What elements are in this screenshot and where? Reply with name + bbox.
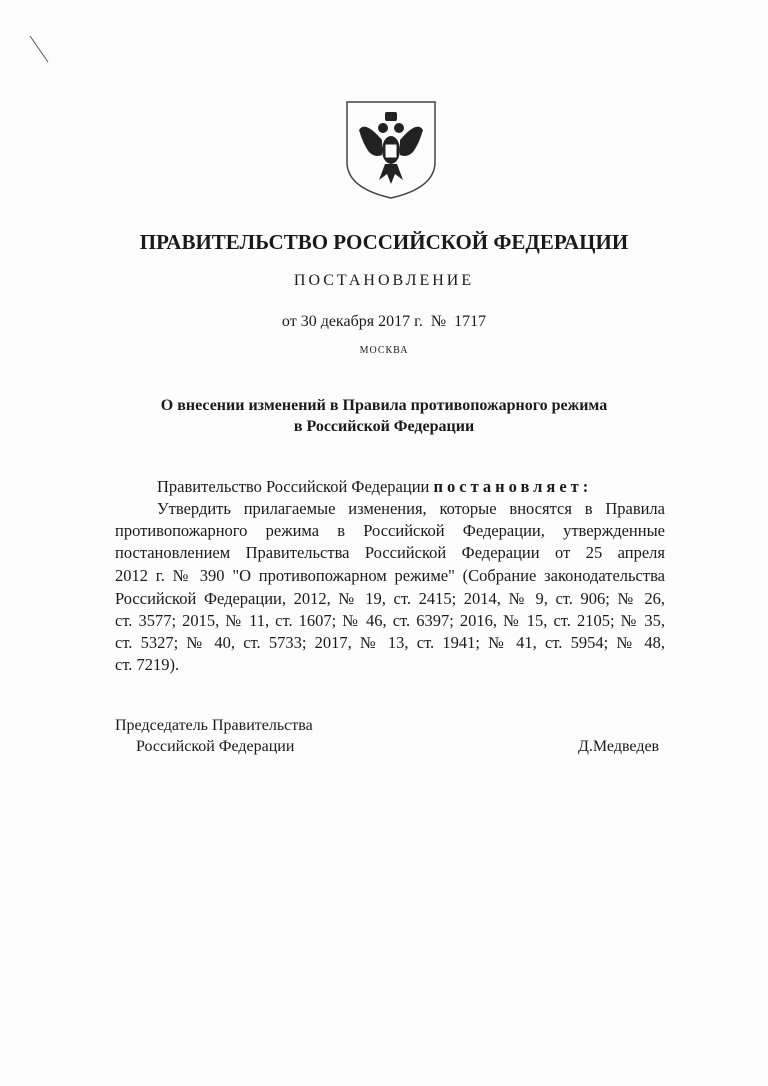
subject-line-1: О внесении изменений в Правила противопожарного режима [160, 397, 608, 414]
body-line: противопожарного режима в Российской Федерации, утвержденные [115, 521, 665, 540]
coat-of-arms-emblem [345, 100, 437, 200]
date-and-number: от 30 декабря 2017 г. № 1717 [281, 313, 487, 330]
resolves-text: постановляет: [433, 477, 593, 496]
body-line: ст. 7219). [115, 655, 180, 674]
signatory-position-line-2: Российской Федерации [136, 738, 295, 755]
preamble-text: Правительство Российской Федерации [157, 477, 430, 496]
body-line: 2012 г. № 390 "О противопожарном режиме" (Собрание законодательства [115, 566, 665, 585]
issuer-title: ПРАВИТЕЛЬСТВО РОССИЙСКОЙ ФЕДЕРАЦИИ [139, 230, 629, 254]
body-line: ст. 3577; 2015, № 11, ст. 1607; № 46, ст. 6397; 2016, № 15, ст. 2105; № 35, [115, 611, 665, 630]
preamble [157, 476, 592, 498]
subject-line-2: в Российской Федерации [293, 418, 475, 435]
body-line: Утвердить прилагаемые изменения, которые вносятся в Правила [157, 499, 665, 518]
body-line: Российской Федерации, 2012, № 19, ст. 2415; 2014, № 9, ст. 906; № 26, [115, 589, 665, 608]
signatory-name: Д.Медведев [578, 738, 660, 755]
body-line: ст. 5327; № 40, ст. 5733; 2017, № 13, ст. 1941; № 41, ст. 5954; № 48, [115, 633, 665, 652]
body-line: постановлением Правительства Российской Федерации от 25 апреля [115, 543, 665, 562]
document-type: ПОСТАНОВЛЕНИЕ [293, 272, 475, 289]
city: МОСКВА [359, 345, 409, 356]
scan-mark [28, 34, 52, 64]
signatory-position-line-1: Председатель Правительства [115, 717, 313, 734]
